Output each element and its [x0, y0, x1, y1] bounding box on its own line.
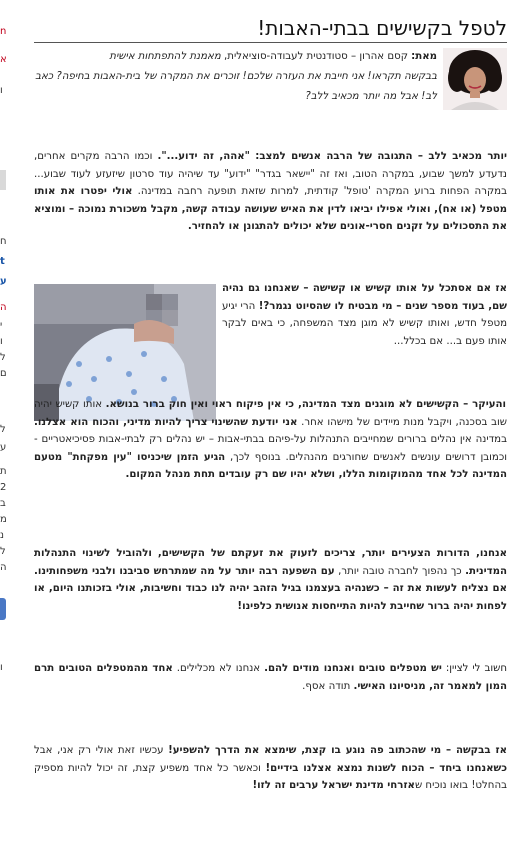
author-photo — [443, 48, 507, 110]
sidebar-link-fragment[interactable]: ע — [0, 276, 7, 287]
byline-author — [34, 47, 437, 67]
sidebar-fragment: ו — [0, 662, 3, 673]
sidebar-fragment: ם — [0, 368, 7, 379]
article-title: לטפל בקשישים בבתי-האבות! — [257, 16, 507, 40]
sidebar-fragment: ע — [0, 442, 7, 453]
sidebar-fragment: ת — [0, 466, 7, 477]
byline-prefix: מאת: — [411, 51, 437, 62]
author-name: קסם אהרון — [359, 51, 408, 62]
title-divider — [34, 42, 507, 43]
sidebar-fragment: 2 — [0, 482, 7, 493]
byline — [34, 47, 437, 107]
sidebar-fragment: י — [0, 320, 3, 331]
sidebar-fragment: מ — [0, 514, 7, 525]
sidebar-fragment: א — [0, 54, 7, 65]
author-description: – סטודנטית לעבודה-סוציאלית, — [220, 51, 360, 62]
author-role: מאמנת להתפתחות אישית — [109, 51, 221, 62]
article-paragraph: והעיקר – הקשישים לא מוגנים מצד המדינה, כי אין פיקוח ראוי ואין חוק ברור בנושא. אותו קשיש יהיה שוב בסכנה, ויקבל מנות מיידים של מישהו אחר. אני יודעת שהשינוי צריך להיות מדיני, והכוח הוא אצלנו. במדינה אין נהלים ברורים שמחייבים התנהלות על-פיהם בבתי-אבות – יש נהלים רק לבתי-אבות פסיכיאטריים -וכמובן דרושים עונשים לאנשים שחורגים מהנהלים. בנוסף לכך, הגיע הזמן שיכניסו "עין מפקחת" מטעם המדינה לכל אחד מהמוקומות הללו, ושלא יהיו שם רק עובדים תחת מנהל המקום. — [34, 399, 507, 480]
sidebar-fragment: ל — [0, 424, 6, 435]
sidebar-fragment: ל — [0, 546, 6, 557]
article-paragraph: חשוב לי לציין: יש מטפלים טובים ואנחנו מודים להם. אנחנו לא מכלילים. אחד מהמטפלים הטובים תרם המון למאמר זה, מניסיונו האישי. תודה אסף. — [34, 663, 507, 692]
sidebar-link-fragment[interactable]: t — [0, 256, 5, 267]
sidebar-button[interactable] — [0, 598, 6, 620]
article-paragraph: אנחנו, הדורות הצעירים יותר, צריכים לזעוק את זעקתם של הקשישים, ולהוביל לשינוי התנהלות המדינית. כך נהפוך לחברה טובה יותר, עם השפעה רבה יותר על מה שמתרחש סביבנו ולבני משפחותינו. אם נצליח לעשות את זה – כשנהיה בעצמנו בגיל הזהב יהיה לנו כבוד וחשיבות, אולי בזכותנו היום, או לפחות יהיה ברור שחייבת להיות התייחסות אנושית כלפינו! — [34, 548, 507, 612]
sidebar-fragment: ו — [0, 85, 3, 96]
sidebar-fragment: ה — [0, 302, 7, 313]
sidebar-fragment: ח — [0, 236, 7, 247]
sidebar-box — [0, 170, 6, 190]
sidebar-fragment: ה — [0, 562, 7, 573]
article-paragraph: אז אם אסתכל על אותו קשיש או קשישה – שאנחנו גם נהיה שם, בעוד מספר שנים – מי מבטיח לו שהסיוט נגמר?! הרי יגיע מטפל חדש, ואותו קשיש לא מוגן מצד המשפחה, כי באים לבקר אותו פעם ב... אם בכלל... — [222, 283, 507, 347]
article-lead: בבקשה תקראו! אני חייבת את העזרה שלכם! זוכרים את המקרה של בית-האבות בחיפה? כאב לב! אבל מה יותר מכאיב ללב? — [35, 71, 437, 102]
sidebar-fragment: ל — [0, 352, 6, 363]
sidebar-fragment: n — [0, 26, 7, 37]
article-paragraph: יותר מכאיב ללב – התגובה של הרבה אנשים למצב: "אהה, זה ידוע...". וכמו הרבה מקרים אחרים, נדעדע למשך שבוע, במקרה הטוב, ואז זה "יישאר בגדר" "ידוע" עד שיהיה עוד סרטון שיזעזע לעוד שבוע... במקרה הפחות ברוע המקרה 'טופל' קודתית, למרות שזאת תופעה רחבה במדינה. אולי יפטרו את אותו מטפל (או אח), ואולי אפילו יביאו לדין את האיש שעושה עבודה קשה, מקבל משכורת נמוכה – ומוציא את התסכולים על זקנים חסרי-אונים שלא יכולים להתגונן או להחזיר. — [34, 151, 507, 232]
sidebar-fragment: ו — [0, 336, 3, 347]
sidebar-fragment: נ — [0, 530, 5, 541]
sidebar-fragment: ב — [0, 498, 6, 509]
left-sidebar-strip — [0, 0, 8, 849]
article-paragraph: אז בבקשה – מי שהכתוב פה נוגע בו קצת, שימצא את הדרך להשפיע! עכשיו זאת אולי רק אני, אבל כשאנחנו ביחד – הכוח לשנות נמצא אצלנו בידיים! וכאשר כל אחד משפיע קצת, זה יכול להיות מספיק בהחלט! בואו נוכיח שאזרחי מדינת ישראל ערבים זה לזו! — [34, 745, 507, 791]
